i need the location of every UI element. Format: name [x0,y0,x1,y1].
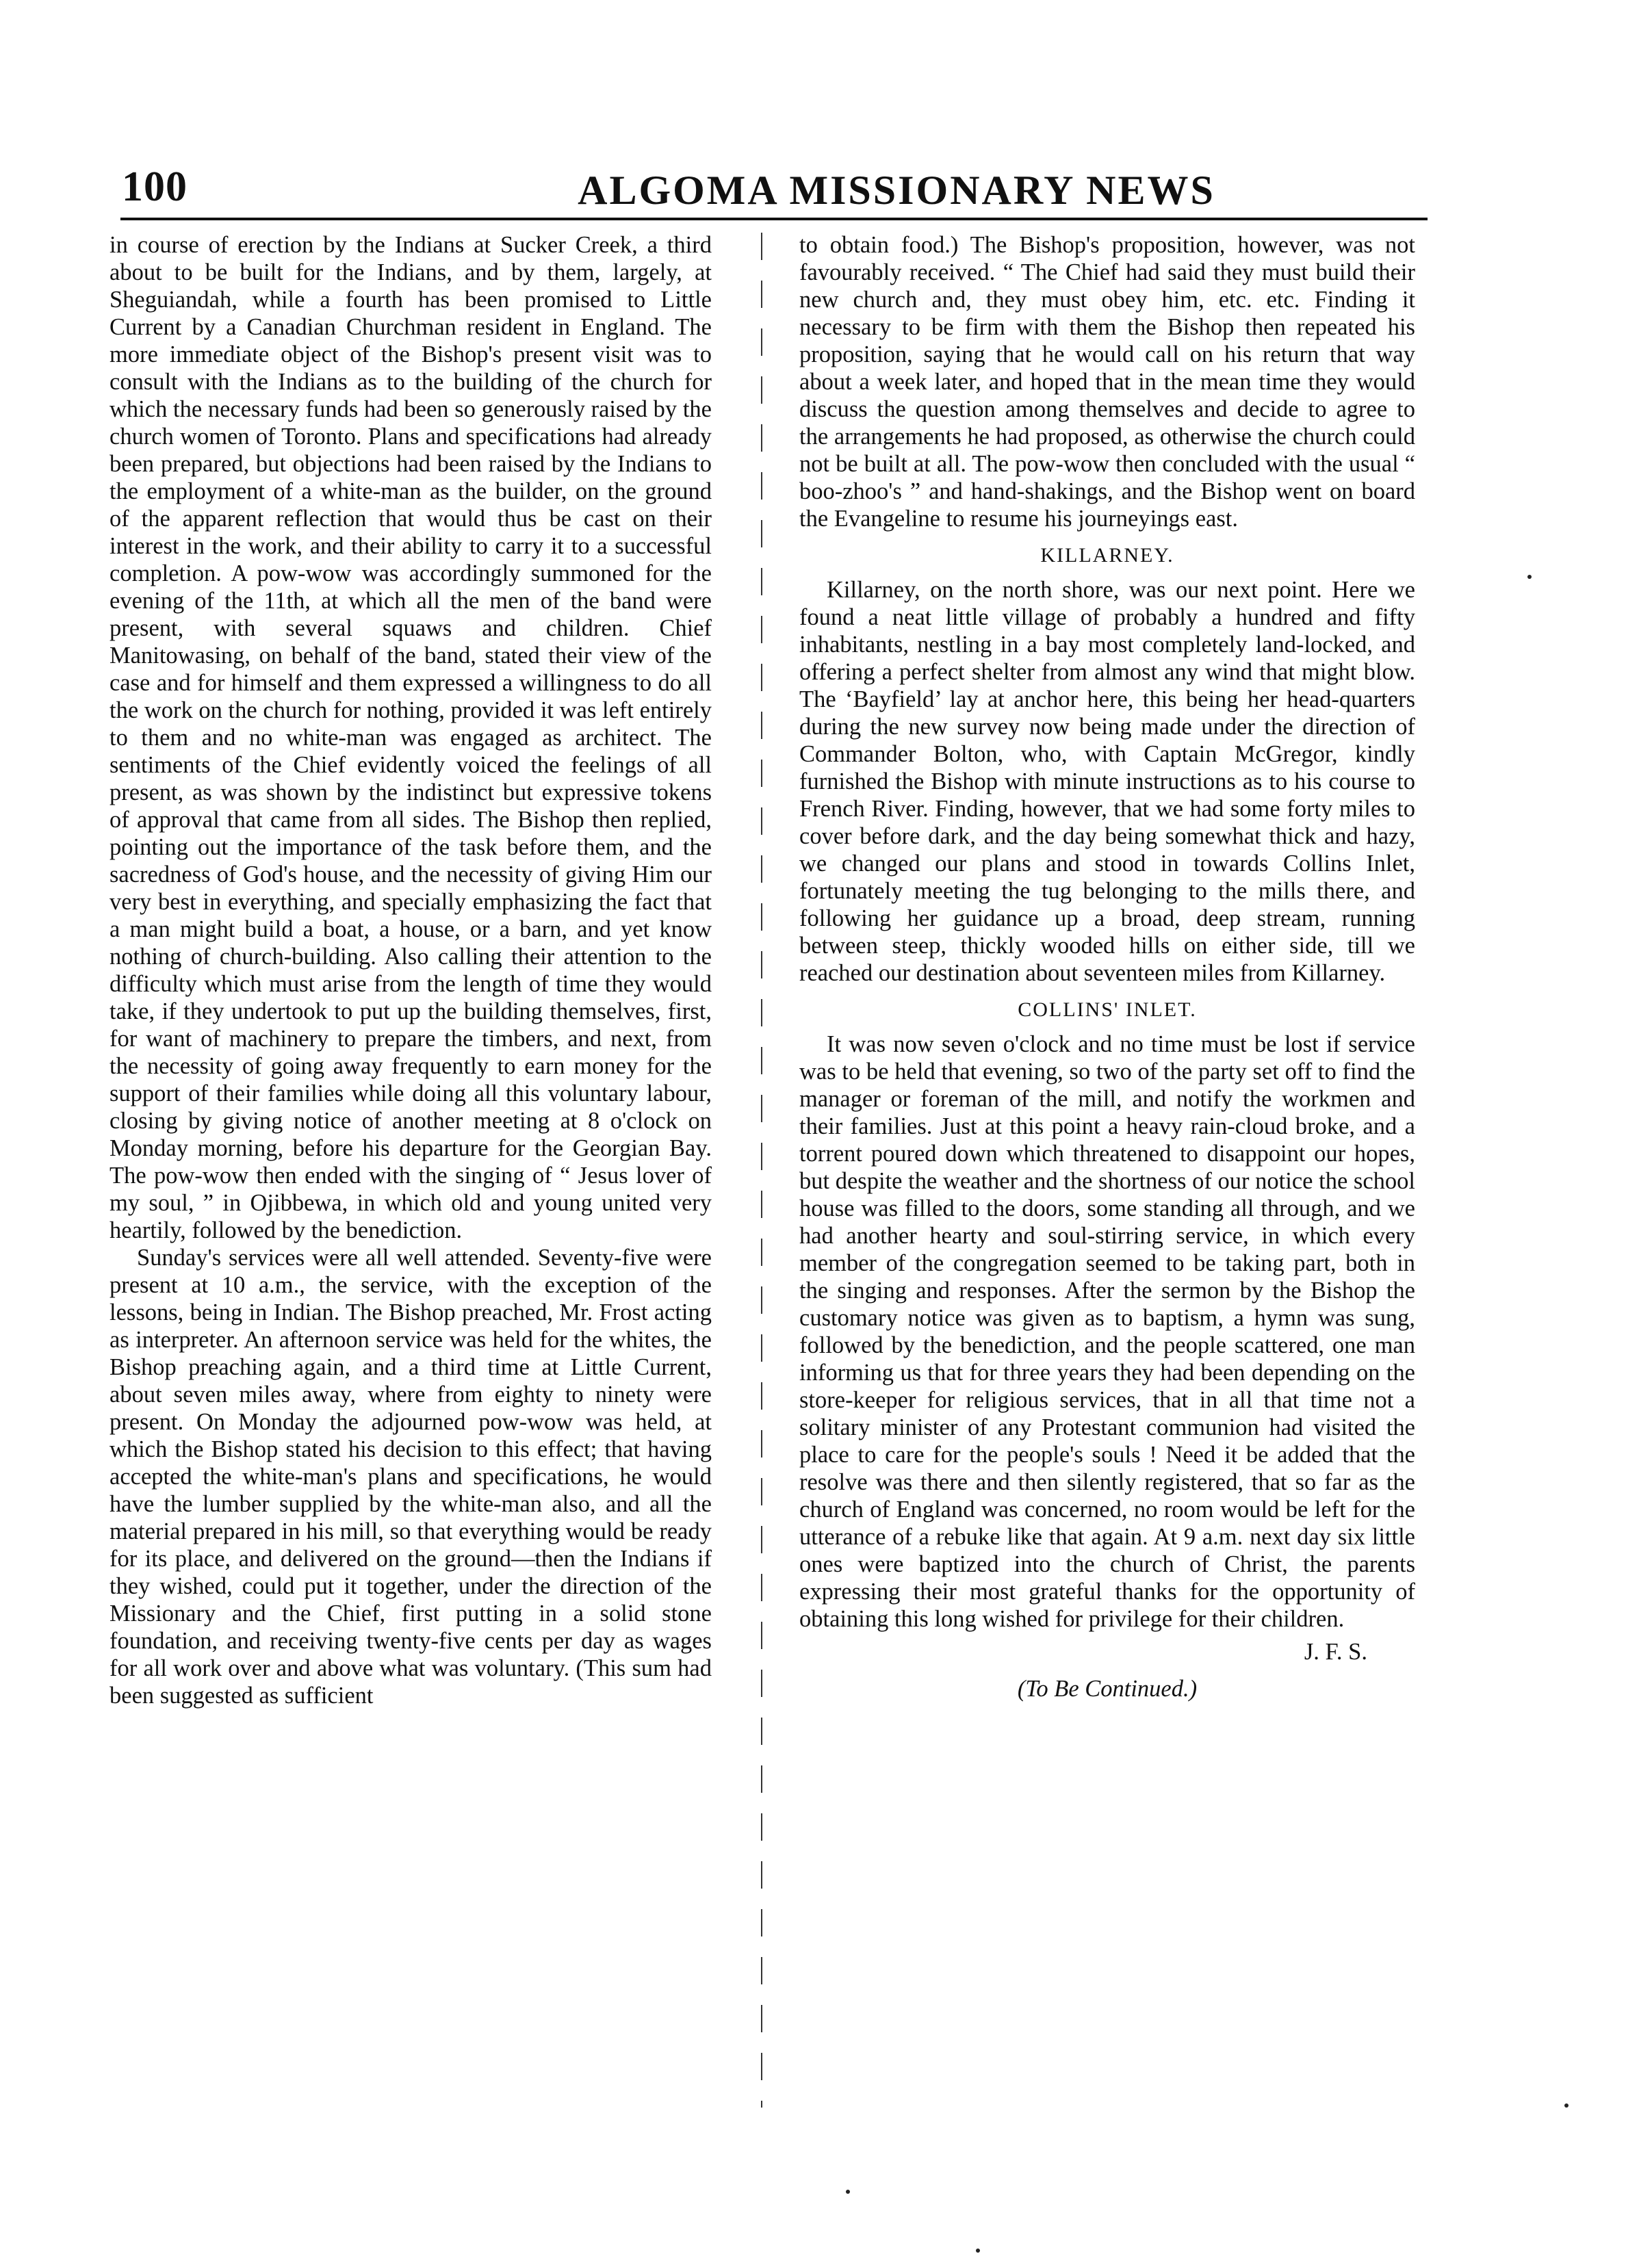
article-paragraph: to obtain food.) The Bishop's proposition, however, was not favourably received. “ The Chief had said they must build their new church and, they must obey him, etc. etc. Finding it necessary to be firm with them the Bishop then repeated his proposition, saying that he would call on his return that way about a week later, and hoped that in the mean time they would discuss the question among themselves and decide to agree to the arrangements he had proposed, as otherwise the church could not be built at all. The pow-wow then concluded with the usual “ boo-zhoo's ” and hand-shakings, and the Bishop went on board the Evangeline to resume his journeyings east. [799,232,1415,532]
publication-title: ALGOMA MISSIONARY NEWS [578,168,1215,213]
left-column [109,231,712,1709]
article-paragraph: Sunday's services were all well attended. Seventy-five were present at 10 a.m., the service, with the exception of the lessons, being in Indian. The Bishop preached, Mr. Frost acting as interpreter. An afternoon service was held for the whites, the Bishop preaching again, and a third time at Little Current, about seven miles away, where from eighty to ninety were present. On Monday the adjourned pow-wow was held, at which the Bishop stated his decision to this effect; that having accepted the white-man's plans and specifications, he would have the lumber supplied by the white-man also, and all the material prepared in his mill, so that everything would be ready for its place, and delivered on the ground—then the Indians if they wished, could put it together, under the direction of the Missionary and the Chief, first putting in a solid stone foundation, and receiving twenty-five cents per day as wages for all work over and above what was voluntary. (This sum had been suggested as sufficient [109,1245,712,1709]
author-signature: J. F. S. [1304,1639,1367,1665]
print-speck [1564,2103,1569,2108]
page-number: 100 [122,164,188,210]
article-paragraph: in course of erection by the Indians at Sucker Creek, a third about to be built for the Indians, and by them, largely, at Sheguiandah, while a fourth has been promised to Little Current by a Canadian Churchman resident in England. The more immediate object of the Bishop's present visit was to consult with the Indians as to the building of the church for which the necessary funds had been so generously raised by the church women of Toronto. Plans and specifications had already been prepared, but objections had been raised by the Indians to the employment of a white-man as the builder, on the ground of the apparent reflection that would thus be cast on their interest in the work, and their ability to carry it to a successful completion. A pow-wow was accordingly summoned for the evening of the 11th, at which all the men of the band were present, with several squaws and children. Chief Manitowasing, on behalf of the band, stated their view of the case and for himself and them expressed a willingness to do all the work on the church for nothing, provided it was left entirely to them and no white-man was engaged as architect. The sentiments of the Chief evidently voiced the feelings of all present, as was shown by the indistinct but expressive tokens of approval that came from all sides. The Bishop then replied, pointing out the importance of the task before them, and the sacredness of God's house, and the necessity of giving Him our very best in everything, and specially emphasizing the fact that a man might build a boat, a house, or a barn, and yet know nothing of church-building. Also calling their attention to the difficulty which must arise from the length of time they would take, if they undertook to put up the building themselves, first, for want of machinery to prepare the timbers, and next, from the necessity of going away frequently to earn money for the support of their families while doing all this voluntary labour, closing by giving notice of another meeting at 8 o'clock on Monday morning, before his departure for the Georgian Bay. The pow-wow then ended with the singing of “ Jesus lover of my soul, ” in Ojibbewa, in which old and young united very heartily, followed by the benediction. [109,232,712,1243]
article-paragraph: It was now seven o'clock and no time must be lost if service was to be held that evening, so two of the party set off to find the manager or foreman of the mill, and notify the workmen and their families. Just at this point a heavy rain-cloud broke, and a torrent poured down which threatened to disappoint our hopes, but despite the weather and the shortness of our notice the school house was filled to the doors, some standing all through, and we had another hearty and soul-stirring service, in which every member of the congregation seemed to be taking part, both in the singing and responses. After the sermon by the Bishop the customary notice was given as to baptism, a hymn was sung, followed by the benediction, and the people scattered, one man informing us that for three years they had been depending on the store-keeper for religious services, that in all that time not a solitary minister of any Protestant communion had visited the place to care for the people's souls ! Need it be added that the resolve was there and then silently registered, that so far as the church of England was concerned, no room would be left for the utterance of a rebuke like that again. At 9 a.m. next day six little ones were baptized into the church of Christ, the parents expressing their most grateful thanks for the opportunity of obtaining this long wished for privilege for their children. [799,1031,1415,1632]
column-divider [761,233,762,2108]
right-column [799,231,1415,1702]
print-speck [846,2190,850,2194]
section-heading-collins-inlet: COLLINS' INLET. [1018,998,1197,1021]
continued-note: (To Be Continued.) [1017,1676,1198,1702]
print-speck [1527,575,1532,579]
article-paragraph: Killarney, on the north shore, was our next point. Here we found a neat little village of probably a hundred and fifty inhabitants, nestling in a bay most completely land-locked, and offering a perfect shelter from almost any wind that might blow. The ‘Bayfield’ lay at anchor here, this being her head-quarters during the new survey now being made under the direction of Commander Bolton, who, with Captain McGregor, kindly furnished the Bishop with minute instructions as to his course to French River. Finding, however, that we had some forty miles to cover before dark, and the day being somewhat thick and hazy, we changed our plans and stood in towards Collins Inlet, fortunately meeting the tug belonging to the mills there, and following her guidance up a broad, deep stream, running between steep, thickly wooded hills on either side, till we reached our destination about seventeen miles from Killarney. [799,577,1415,986]
section-heading-killarney: KILLARNEY. [1040,544,1174,567]
header-rule [120,218,1428,220]
print-speck [976,2249,980,2253]
